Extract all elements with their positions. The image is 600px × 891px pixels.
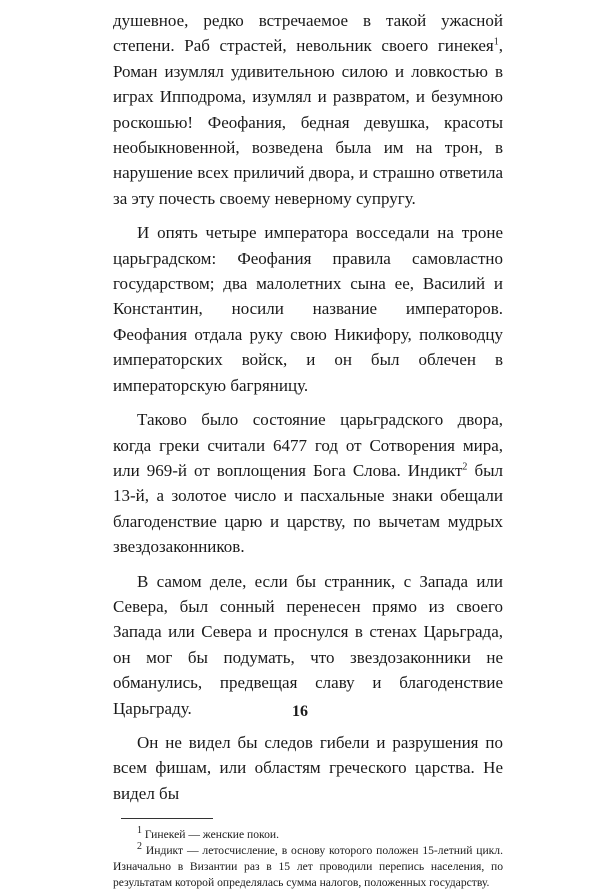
paragraph-3 (113, 407, 503, 559)
footnote-text: Индикт — летосчисление, в основу которого положен 15-летний цикл. Изначально в Византии раз в 15 лет проводили перепись населения, по результатам которой определялась сумма налогов, положенных государству. (113, 844, 503, 890)
paragraph-text: Он не видел бы следов гибели и разрушения по всем фишам, или областям греческого царства. Не видел бы (113, 732, 503, 803)
paragraph-text: В самом деле, если бы странник, с Запада или Севера, был сонный перенесен прямо из своего Запада или Севера и проснулся в стенах Царьграда, он мог бы подумать, что звездозаконники не обманулись, предвещая славу и благоденствие Царьграду. (113, 571, 503, 718)
paragraph-2 (113, 220, 503, 398)
paragraph-text: И опять четыре императора восседали на троне царьградском: Феофания правила самовластно государством; два малолетних сына ее, Василий и Константин, носили название императоров. Феофания отдала руку свою Никифору, полководцу императорских войск, и он был облечен в императорскую багряницу. (113, 223, 503, 395)
paragraph-text: душевное, редко встречаемое в такой ужасной степени. Раб страстей, невольник своего гинекея (113, 11, 503, 56)
page-number: 16 (292, 703, 308, 720)
footnote-mark: 2 (137, 841, 142, 853)
paragraph-4 (113, 569, 503, 721)
footnote-ref: 2 (462, 461, 468, 473)
footnote-mark: 1 (137, 825, 142, 837)
footnote-1 (113, 827, 503, 843)
footnotes (113, 827, 503, 891)
paragraph-text-tail: был 13-й, а золотое число и пасхальные знаки обещали благоденствие царю и царству, по вычетам мудрых звездозаконников. (113, 460, 503, 557)
book-page (113, 8, 503, 891)
footnote-ref: 1 (493, 36, 499, 48)
paragraph-text-tail: , Роман изумлял удивительною силою и ловкостью в играх Ипподрома, изумлял и развратом, и безумною роскошью! Феофания, бедная девушка, красоты необыкновенной, возведена была им на трон, в нарушение всех приличий двора, и страшно ответила за эту почесть своему неверному супругу. (113, 36, 503, 208)
footnote-text: Гинекей — женские покои. (144, 828, 279, 842)
paragraph-1 (113, 8, 503, 211)
paragraph-text: Таково было состояние царьградского двора, когда греки считали 6477 год от Сотворения мира, или 969-й от воплощения Бога Слова. Индикт (113, 410, 503, 480)
paragraph-5 (113, 730, 503, 806)
main-text (113, 8, 503, 806)
footnote-2 (113, 843, 503, 891)
footnote-divider (121, 818, 213, 819)
